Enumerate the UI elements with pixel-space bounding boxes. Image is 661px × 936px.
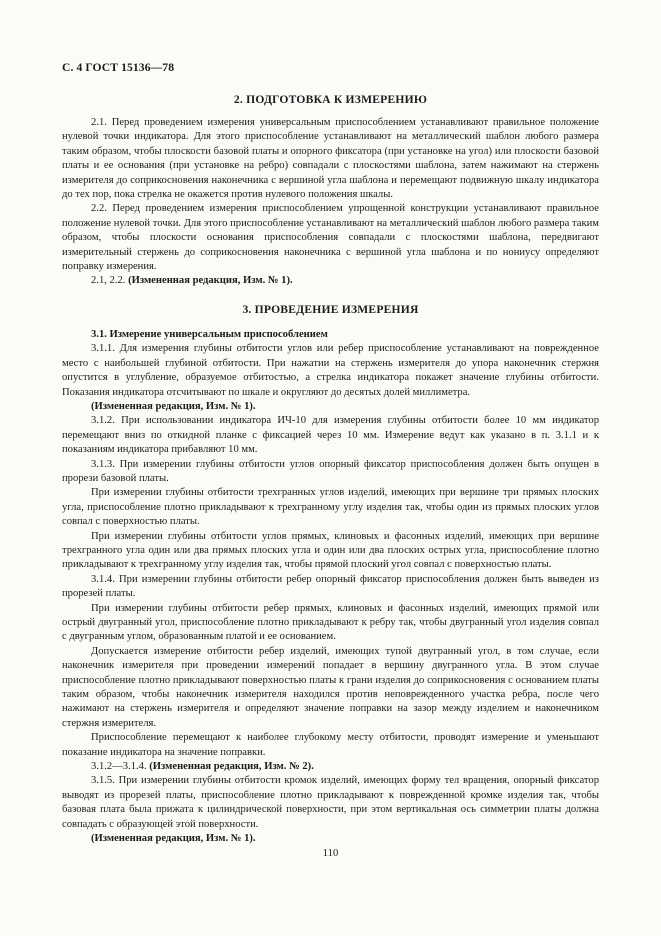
- amendment-note-3-1-4-clauses: 3.1.2—3.1.4.: [91, 761, 147, 773]
- amendment-note-3-1-4-text: (Измененная редакция, Изм. № 2).: [149, 761, 314, 773]
- paragraph-3-1-1: 3.1.1. Для измерения глубины отбитости углов или ребер приспособление устанавливают на поврежденное место с наибольшей глубиной отбитости. При нажатии на стержень измерителя до упора наконечник стержня опустится в углубление, образуемое отбитостью, а стрелка индикатора покажет значение глубины отбитости. Показания индикатора отсчитывают по шкале и округляют до десятых долей миллиметра.: [62, 343, 599, 398]
- amendment-note-3-1-4: [62, 760, 599, 774]
- amendment-note-2-clauses: 2.1, 2.2.: [91, 275, 126, 287]
- section-2-title: 2. ПОДГОТОВКА К ИЗМЕРЕНИЮ: [233, 93, 428, 106]
- page-content: [62, 93, 599, 847]
- paragraph-3-1-5: 3.1.5. При измерении глубины отбитости кромок изделий, имеющих форму тел вращения, опорный фиксатор выводят из прорезей платы, приспособление плотно прикладывают к поврежденной кромке изделия так, чтобы базовая плата была прижата к цилиндрической поверхности, при этом вертикальная ось симметрии платы должна совпадать с образующей этой поверхности.: [62, 775, 599, 830]
- paragraph-3-1-4-b: При измерении глубины отбитости ребер прямых, клиновых и фасонных изделий, имеющих прямой или острый двугранный угол, приспособление плотно прикладывают к ребру так, чтобы двугранный угол изделия совпал с двугранным углом, образованным платой и ее основанием.: [62, 602, 599, 643]
- section-3-title: 3. ПРОВЕДЕНИЕ ИЗМЕРЕНИЯ: [242, 302, 419, 316]
- subsection-3-1-title: 3.1. Измерение универсальным приспособлением: [91, 328, 328, 340]
- amendment-note-2: [62, 274, 599, 288]
- running-header: С. 4 ГОСТ 15136—78: [62, 61, 175, 74]
- paragraph-3-1-4-d: Приспособление перемещают к наиболее глубокому месту отбитости, проводят измерение и уменьшают показание индикатора на значение поправки.: [62, 732, 599, 758]
- paragraph-3-1-3-b: При измерении глубины отбитости трехгранных углов изделий, имеющих при вершине три прямых плоских угла, приспособление плотно прикладывают к трехгранному углу изделия так, чтобы один из прямых плоских углов совпал с поверхностью платы.: [62, 487, 599, 528]
- amendment-note-3-1-5: (Измененная редакция, Изм. № 1).: [91, 833, 256, 845]
- paragraph-3-1-4-c: Допускается измерение отбитости ребер изделий, имеющих тупой двугранный угол, в том случае, если наконечник измерителя при проведении измерений попадает в вершину двугранного угла. В этом случае приспособление плотно прикладывают поверхностью платы к грани изделия до соприкосновения с основанием платы таким образом, чтобы наконечник измерителя находился против неповрежденного участка ребра, после чего нажимают на стержень измерителя и определяют значение поправки на зазор между изделием и наконечником стержня измерителя.: [62, 645, 599, 729]
- paragraph-3-1-3-c: При измерении глубины отбитости углов прямых, клиновых и фасонных изделий, имеющих при вершине трехгранного угла один или два прямых плоских угла и один или два плоских острых угла, приспособление плотно прикладывают к трехгранному углу изделия так, чтобы прямой плоский угол совпал с поверхностью платы.: [62, 530, 599, 571]
- amendment-note-3-1-1: (Измененная редакция, Изм. № 1).: [91, 400, 256, 412]
- paragraph-3-1-3: 3.1.3. При измерении глубины отбитости углов опорный фиксатор приспособления должен быть опущен в прорези базовой платы.: [62, 458, 599, 484]
- paragraph-3-1-2: 3.1.2. При использовании индикатора ИЧ-10 для измерения глубины отбитости более 10 мм индикатор перемещают вниз по откидной планке с фиксацией через 10 мм. Измерение ведут как указано в п. 3.1.1 и к показаниям индикатора прибавляют 10 мм.: [62, 415, 599, 456]
- paragraph-2-2: 2.2. Перед проведением измерения приспособлением упрощенной конструкции устанавливают правильное положение нулевой точки. Для этого приспособление устанавливают на металлический шаблон любого размера таким образом, чтобы плоскости основания приспособления совпадали с плоскостями шаблона, передвигают измерительный стержень до соприкосновения наконечника с вершиной угла шаблона и по нониусу определяют поправку измерения.: [62, 203, 599, 273]
- amendment-note-2-text: (Измененная редакция, Изм. № 1).: [128, 275, 293, 287]
- paragraph-2-1: 2.1. Перед проведением измерения универсальным приспособлением устанавливают правильное положение нулевой точки индикатора. Для этого приспособление устанавливают на металлический шаблон любого размера таким образом, чтобы плоскости базовой платы и опорного фиксатора (при установке на угол) или плоскости базовой платы и ее основания (при установке на ребро) совпадали с плоскостями шаблона, затем нажимают на стержень измерителя до соприкосновения наконечника с вершиной угла шаблона и перемещают подвижную шкалу индикатора до тех пор, пока стрелка не окажется против нулевого положения шкалы.: [62, 117, 599, 201]
- paragraph-3-1-4: 3.1.4. При измерении глубины отбитости ребер опорный фиксатор приспособления должен быть выведен из прорезей платы.: [62, 573, 599, 600]
- page-number: 110: [322, 848, 339, 859]
